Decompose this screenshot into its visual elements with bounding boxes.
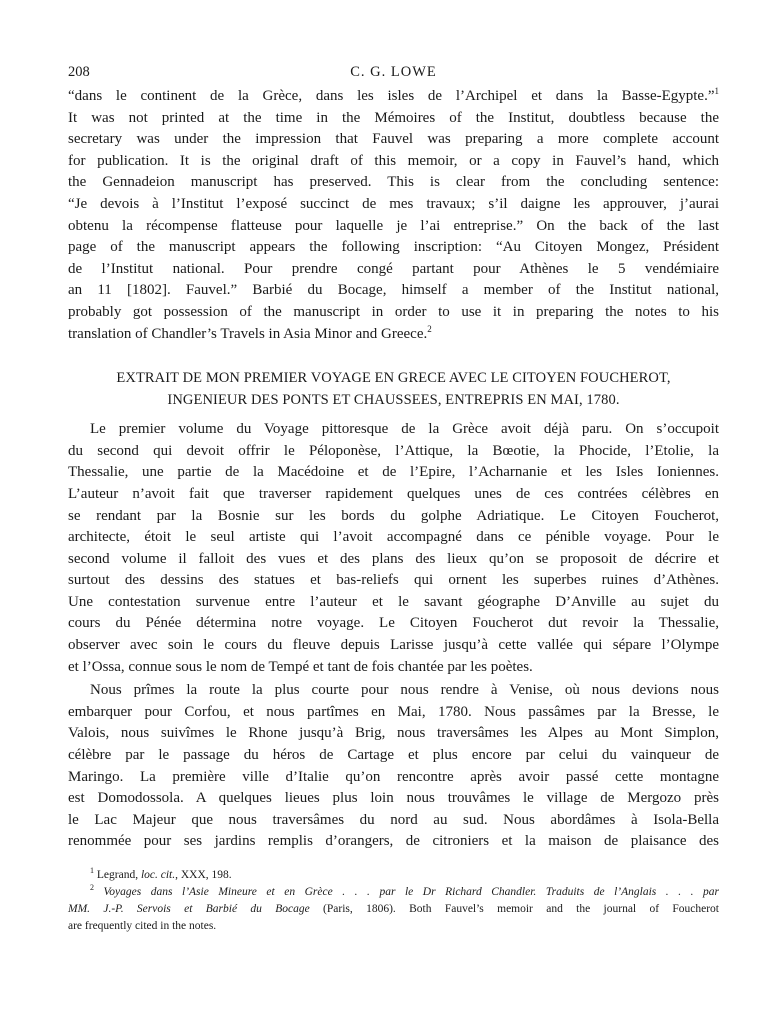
body-p1-line-2: du second qui devoit offrir le Péloponèse, l’Attique, la Bœotie, la Phocide, l’Etolie, la	[68, 442, 719, 459]
footnote-2-line-3: are frequently cited in the notes.	[68, 920, 217, 932]
body-p2-line-7: le Lac Majeur que nous traversâmes du nord au sud. Nous abordâmes à Isola-Bella	[68, 811, 719, 828]
intro-line-2: It was not printed at the time in the Mémoires of the Institut, doubtless because the	[68, 109, 719, 126]
body-p1-line-5: se rendant par la Bosnie sur les bords du golphe Adriatique. Le Citoyen Foucherot,	[68, 507, 719, 524]
page-number: 208	[68, 64, 90, 80]
intro-line-11: probably got possession of the manuscript in order to use it in preparing the notes to his	[68, 303, 719, 320]
body-p1-line-12: et l’Ossa, connue sous le nom de Tempé et tant de fois chantée par les poètes.	[68, 658, 533, 675]
body-p2-line-2: embarquer pour Corfou, et nous partîmes en Mai, 1780. Nous passâmes par la Bresse, le	[68, 703, 719, 720]
body-p1-line-1: Le premier volume du Voyage pittoresque de la Grèce avoit déjà paru. On s’occupoit	[90, 421, 719, 438]
intro-line-6: “Je devois à l’Institut l’exposé succinct de mes travaux; s’il daigne les approuver, j’aurai	[68, 195, 719, 212]
body-p1-line-3: Thessalie, une partie de la Macédoine et de l’Epire, l’Acharnanie et les Isles Ioniennes.	[68, 464, 719, 481]
footnote-2-number: 2	[90, 883, 94, 893]
footnote-1: $^1$ Legrand, loc. cit., XXX, 198.	[90, 866, 232, 881]
body-p2-line-3: Valois, nous suivîmes le Rhone jusqu’à Brig, nous traversâmes les Alpes au Mont Simplon,	[68, 725, 719, 742]
intro-line-9: de l’Institut national. Pour prendre congé partant pour Athènes le 5 vendémiaire	[68, 260, 719, 277]
section-heading-line-2: INGENIEUR DES PONTS ET CHAUSSEES, ENTREPRIS EN MAI, 1780.	[167, 392, 620, 409]
footnotes	[68, 867, 719, 935]
body-p2-line-8: renommée pour ses jardins remplis d’orangers, de citroniers et la maison de plaisance des	[68, 833, 719, 850]
intro-line-3: secretary was under the impression that Fauvel was preparing a more complete account	[68, 131, 719, 148]
body-p1-line-7: second volume il falloit des vues et des plans des lieux qu’on se proposoit de décrire et	[68, 550, 719, 567]
intro-line-4: for publication. It is the original draft of this memoir, or a copy in Fauvel’s hand, which	[68, 152, 719, 169]
body-p1-line-8: surtout des dessins des statues et bas-reliefs qui ornent les superbes ruines d’Athènes.	[68, 572, 719, 589]
section-heading	[68, 367, 719, 411]
body-p1-line-6: architecte, étoit le seul artiste qui l’avoit accompagné dans ce pénible voyage. Pour le	[68, 529, 719, 546]
footnote-1-number: 1	[90, 866, 94, 876]
section-heading-line-1: EXTRAIT DE MON PREMIER VOYAGE EN GRECE AVEC LE CITOYEN FOUCHEROT,	[116, 370, 671, 387]
page-header	[68, 60, 719, 86]
body-p1-line-10: cours du Pénée détermina notre voyage. Le Citoyen Foucherot dut revoir la Thessalie,	[68, 615, 719, 632]
intro-line-7: obtenu la récompense flatteuse pour laquelle je l’ai entreprise.” On the back of the last	[68, 217, 719, 234]
footnote-ref-1[interactable]: 1	[714, 86, 719, 96]
body-p1-line-4: L’auteur n’avoit fait que traverser rapidement quelques unes de ces contrées célèbres en	[68, 485, 719, 502]
intro-line-12: translation of Chandler’s Travels in Asia Minor and Greece.$^2$	[68, 323, 432, 342]
body-paragraph-1	[68, 419, 719, 678]
footnote-2-line-2: MM. J.-P. Servois et Barbié du Bocage (Paris, 1806). Both Fauvel’s memoir and the journal of Foucherot	[68, 903, 719, 915]
footnote-ref-2[interactable]: 2	[427, 323, 432, 334]
intro-line-1: “dans le continent de la Grèce, dans les isles de l’Archipel et dans la Basse-Egypte.”$^1$	[68, 86, 719, 104]
document-page	[68, 60, 719, 935]
intro-line-5: the Gennadeion manuscript has preserved. This is clear from the concluding sentence:	[68, 174, 719, 191]
footnote-2-line-1: $^2$ Voyages dans l’Asie Mineure et en Grèce . . . par le Dr Richard Chandler. Traduits de l’Anglais . . . par	[90, 883, 719, 898]
body-p2-line-6: est Domodossola. A quelques lieues plus loin nous trouvâmes le village de Mergozo près	[68, 790, 719, 807]
running-head: C. G. LOWE	[350, 64, 437, 80]
body-p2-line-1: Nous prîmes la route la plus courte pour nous rendre à Venise, où nous devions nous	[90, 682, 719, 699]
intro-paragraph	[68, 86, 719, 345]
intro-line-8: page of the manuscript appears the following inscription: “Au Citoyen Mongez, Président	[68, 239, 719, 256]
intro-line-10: an 11 [1802]. Fauvel.” Barbié du Bocage, himself a member of the Institut national,	[68, 282, 719, 299]
body-p1-line-9: Une contestation survenue entre l’auteur et le savant géographe D’Anville au sujet du	[68, 593, 719, 610]
body-paragraph-2	[68, 680, 719, 853]
body-p2-line-5: Maringo. La première ville d’Italie qu’on rencontre après avoir passé cette montagne	[68, 768, 719, 785]
body-p1-line-11: observer avec soin le cours du fleuve depuis Larisse jusqu’à cette vallée qui sépare l’Olympe	[68, 637, 719, 654]
body-p2-line-4: célèbre par le passage du héros de Cartage et plus encore par celui du vainqueur de	[68, 747, 719, 764]
